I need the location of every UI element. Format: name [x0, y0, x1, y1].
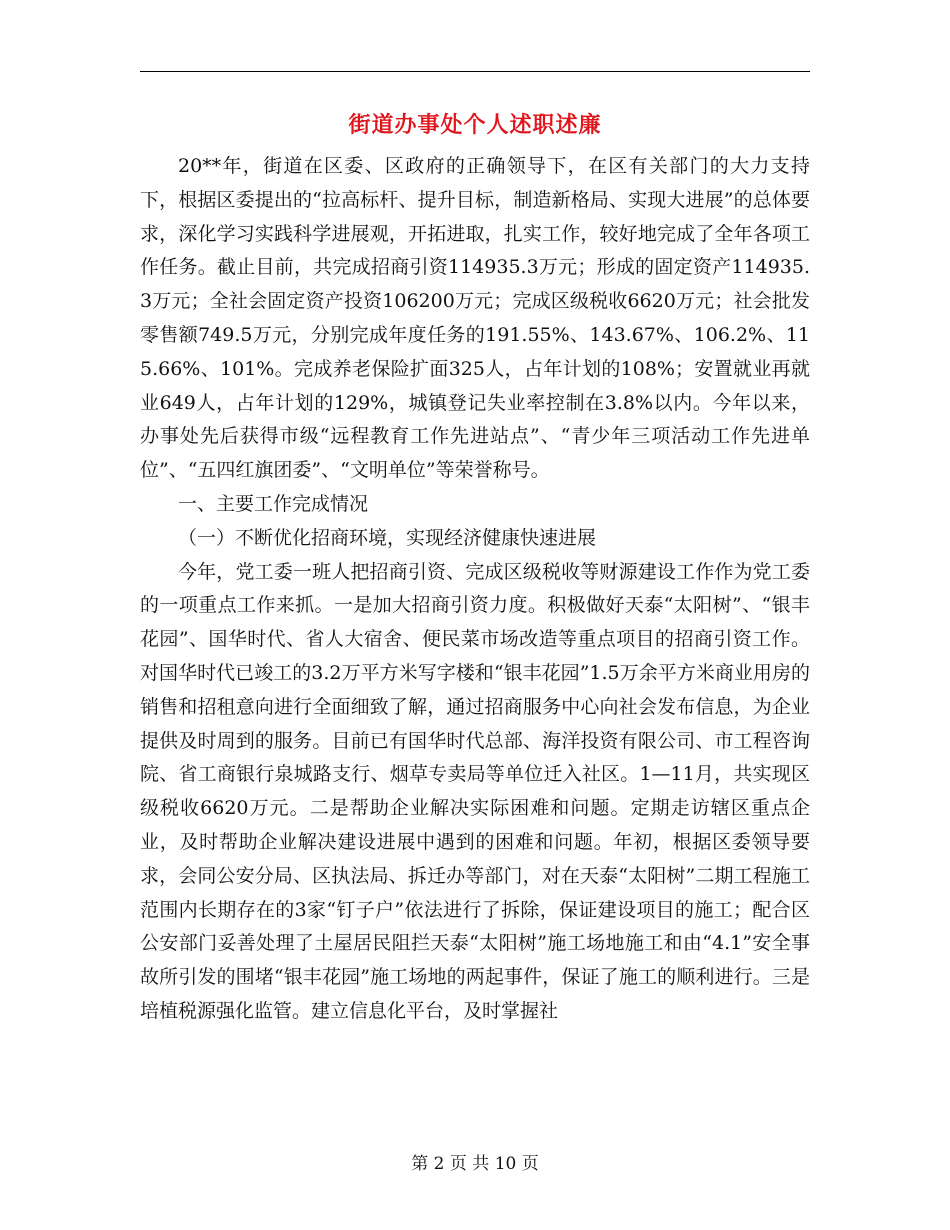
body-paragraph: 今年，党工委一班人把招商引资、完成区级税收等财源建设工作作为党工委的一项重点工作来抓。一是加大招商引资力度。积极做好天泰“太阳树”、“银丰花园”、国华时代、省人大宿舍、便民菜市场改造等重点项目的招商引资工作。对国华时代已竣工的3.2万平方米写字楼和“银丰花园”1.5万余平方米商业用房的销售和招租意向进行全面细致了解，通过招商服务中心向社会发布信息，为企业提供及时周到的服务。目前已有国华时代总部、海洋投资有限公司、市工程咨询院、省工商银行泉城路支行、烟草专卖局等单位迁入社区。1—11月，共实现区级税收6620万元。二是帮助企业解决实际困难和问题。定期走访辖区重点企业，及时帮助企业解决建设进展中遇到的困难和问题。年初，根据区委领导要求，会同公安分局、区执法局、拆迁办等部门，对在天泰“太阳树”二期工程施工范围内长期存在的3家“钉子户”依法进行了拆除，保证建设项目的施工；配合区公安部门妥善处理了土屋居民阻拦天泰“太阳树”施工场地施工和由“4.1”安全事故所引发的围堵“银丰花园”施工场地的两起事件，保证了施工的顺利进行。三是培植税源强化监管。建立信息化平台，及时掌握社 — [140, 560, 810, 1022]
document-title: 街道办事处个人述职述廉 — [348, 112, 602, 138]
header-rule — [140, 71, 810, 72]
subsection-heading: （一）不断优化招商环境，实现经济健康快速进展 — [178, 526, 597, 549]
page-number-footer: 第 2 页 共 10 页 — [411, 1154, 539, 1174]
intro-paragraph: 20**年，街道在区委、区政府的正确领导下，在区有关部门的大力支持下，根据区委提出的“拉高标杆、提升目标，制造新格局、实现大进展”的总体要求，深化学习实践科学进展观，开拓进取，扎实工作，较好地完成了全年各项工作任务。截止目前，共完成招商引资114935.3万元；形成的固定资产114935.3万元；全社会固定资产投资106200万元；完成区级税收6620万元；社会批发零售额749.5万元，分别完成年度任务的191.55%、143.67%、106.2%、115.66%、101%。完成养老保险扩面325人，占年计划的108%；安置就业再就业649人，占年计划的129%，城镇登记失业率控制在3.8%以内。今年以来，办事处先后获得市级“远程教育工作先进站点”、“青少年三项活动工作先进单位”、“五四红旗团委”、“文明单位”等荣誉称号。 — [140, 155, 810, 482]
section-heading: 一、主要工作完成情况 — [178, 492, 369, 515]
document-body — [140, 150, 810, 1029]
